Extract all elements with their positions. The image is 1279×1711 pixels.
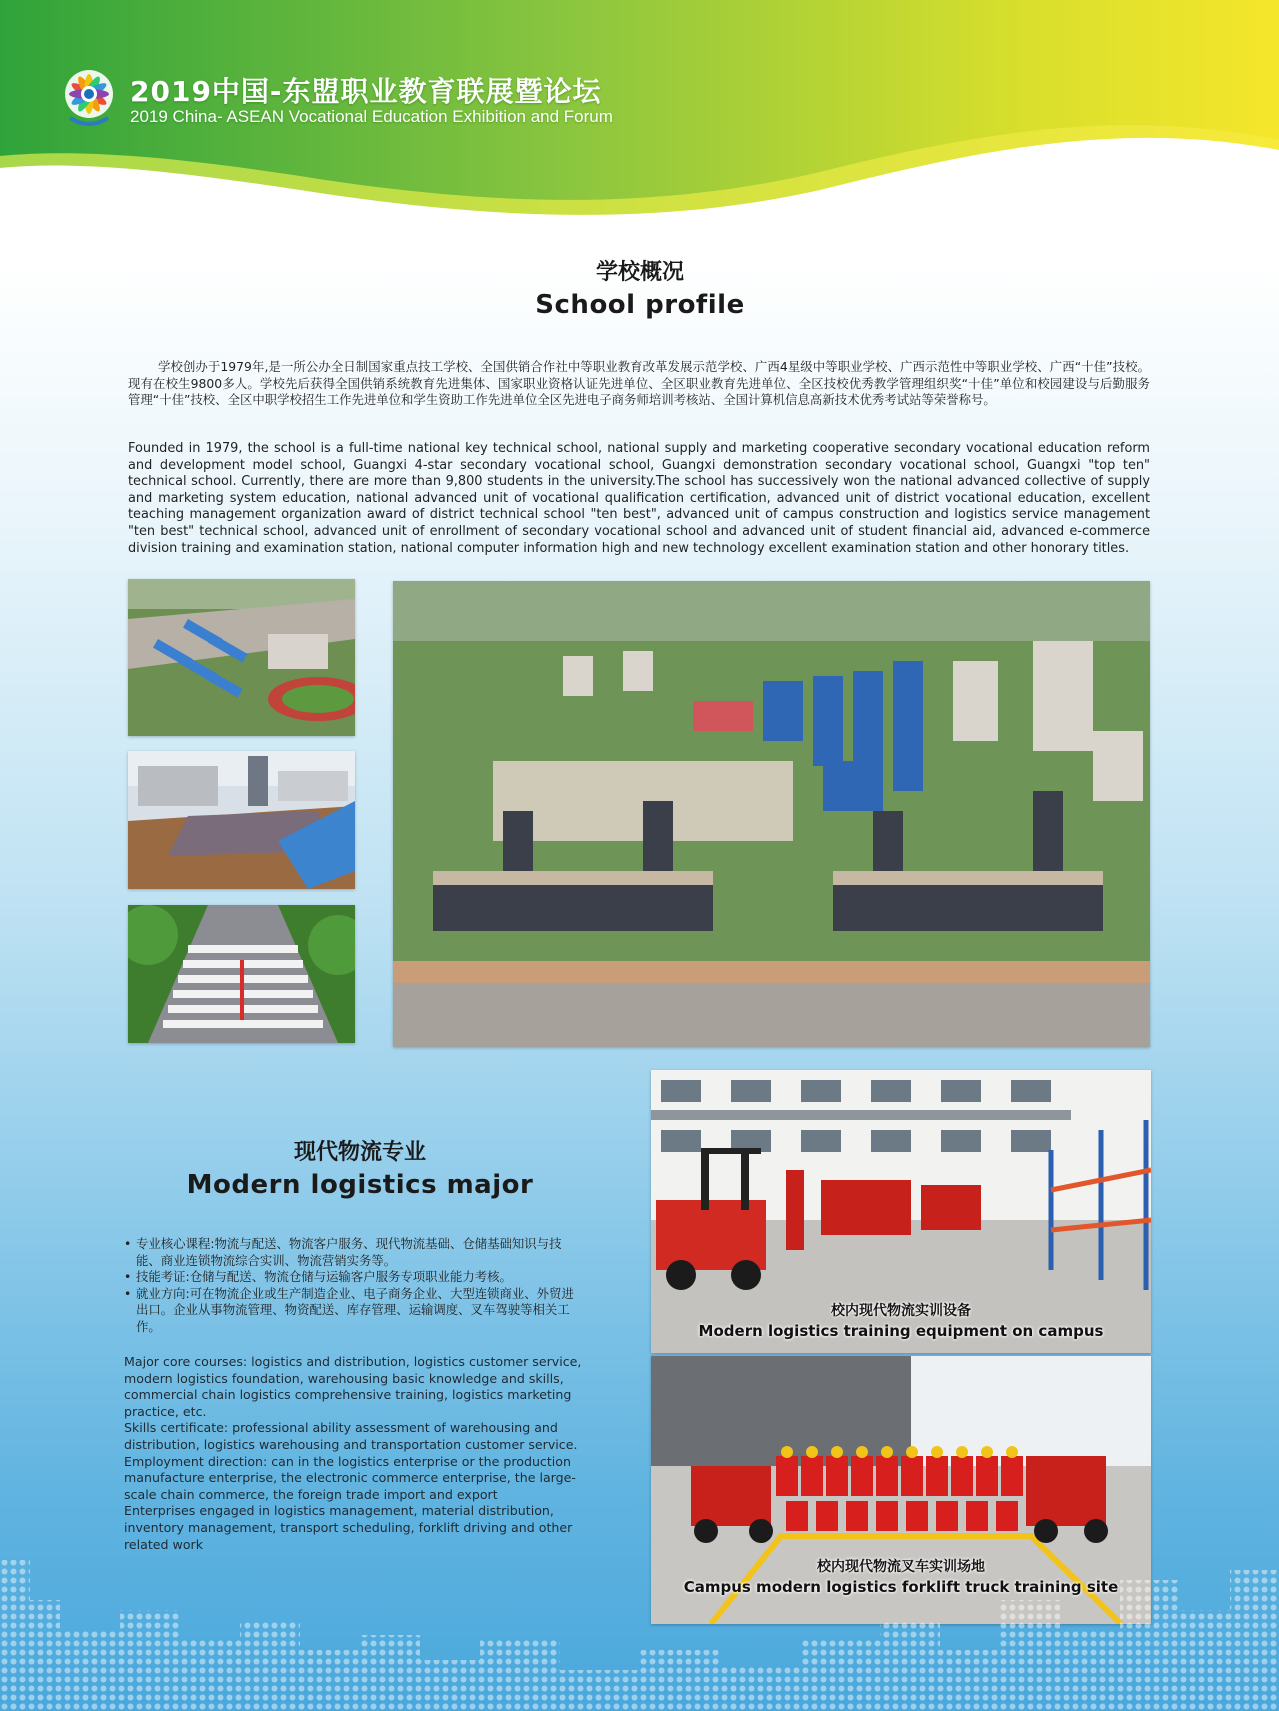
caption-equipment-cn: 校内现代物流实训设备 — [831, 1303, 971, 1319]
logistics-major-heading — [170, 1138, 550, 1202]
logistics-text-en — [124, 1354, 586, 1553]
school-profile-title-cn: 学校概况 — [595, 260, 684, 285]
logistics-title-cn: 现代物流专业 — [293, 1140, 426, 1165]
dot-skyline-decoration — [0, 1540, 1279, 1711]
campus-aerial-photo-1 — [128, 579, 355, 736]
school-profile-text-cn: 学校创办于1979年,是一所公办全日制国家重点技工学校、全国供销合作社中等职业教育改革发展示范学校、广西4星级中等职业学校、广西示范性中等职业学校、广西“十佳”技校。现有在校生9800多人。学校先后获得全国供销系统教育先进集体、国家职业资格认证先进单位、全区职业教育先进单位、全区技校优秀教学管理组织奖“十佳”单位和校园建设与后勤服务管理“十佳”技校、全区中职学校招生工作先进单位和学生资助工作先进单位全区先进电子商务师培训考核站、全国计算机信息高新技术优秀考试站等荣誉称号。 — [128, 359, 1150, 408]
forum-title-cn: 2019中国-东盟职业教育联展暨论坛 — [130, 75, 602, 108]
forum-logo — [56, 68, 122, 130]
header-banner — [0, 0, 1279, 220]
forum-title-en: 2019 China- ASEAN Vocational Education Exhibition and Forum — [130, 107, 613, 126]
major-core-courses-en: Major core courses: logistics and distribution, logistics customer service, modern logistics foundation, warehousing basic knowledge and skills, commercial chain logistics comprehensive training, logistics marketing practice, etc. — [124, 1354, 582, 1419]
logistics-title-en: Modern logistics major — [186, 1170, 534, 1200]
bullet-skills-cn: • 技能考证:仓储与配送、物流仓储与运输客户服务专项职业能力考核。 — [124, 1269, 586, 1286]
caption-equipment-en: Modern logistics training equipment on campus — [698, 1322, 1104, 1340]
bullet-employment-cn: • 就业方向:可在物流企业或生产制造企业、电子商务企业、大型连锁商业、外贸进出口。企业从事物流管理、物资配送、库存管理、运输调度、叉车驾驶等相关工作。 — [124, 1286, 586, 1336]
logistics-bullets-cn — [124, 1236, 586, 1336]
caption-equipment — [651, 1301, 1151, 1341]
school-profile-title-en: School profile — [535, 290, 745, 320]
campus-aerial-main-photo — [393, 581, 1150, 1047]
skills-certificate-en: Skills certificate: professional ability assessment of warehousing and distribution, logistics warehousing and transportation customer service. — [124, 1420, 578, 1452]
bullet-core-courses-cn: • 专业核心课程:物流与配送、物流客户服务、现代物流基础、仓储基础知识与技能、商业连锁物流综合实训、物流营销实务等。 — [124, 1236, 586, 1269]
caption-forklift-en: Campus modern logistics forklift truck training site — [683, 1578, 1119, 1596]
school-profile-heading — [490, 258, 790, 322]
school-profile-text-en: Founded in 1979, the school is a full-time national key technical school, national supply and marketing cooperative secondary vocational education reform and development model school, Guangxi 4-star secondary vocational school, Guangxi demonstration secondary vocational school, Guangxi "top ten" technical school. Currently, there are more than 9,800 students in the university.The school has successively won the national advanced collective of supply and marketing system education, national advanced unit of vocational qualification certification, advanced unit of district vocational education, excellent teaching management organization award of district technical school "ten best", advanced unit of campus construction and logistics service management "ten best" technical school, advanced unit of enrollment of secondary vocational school and advanced unit of student financial aid, advanced e-commerce division training and examination station, national computer information high and new technology excellent examination station and other honorary titles. — [128, 441, 1150, 556]
enterprises-engaged-en: Enterprises engaged in logistics management, material distribution, inventory management, transport scheduling, forklift driving and other related work — [124, 1503, 573, 1552]
students-parade-photo — [128, 905, 355, 1043]
campus-assembly-photo — [128, 751, 355, 889]
employment-direction-en: Employment direction: can in the logistics enterprise or the production manufacture enterprise, the electronic commerce enterprise, the large-scale chain commerce, the foreign trade import and export — [124, 1453, 576, 1502]
caption-forklift-cn: 校内现代物流叉车实训场地 — [817, 1559, 985, 1575]
